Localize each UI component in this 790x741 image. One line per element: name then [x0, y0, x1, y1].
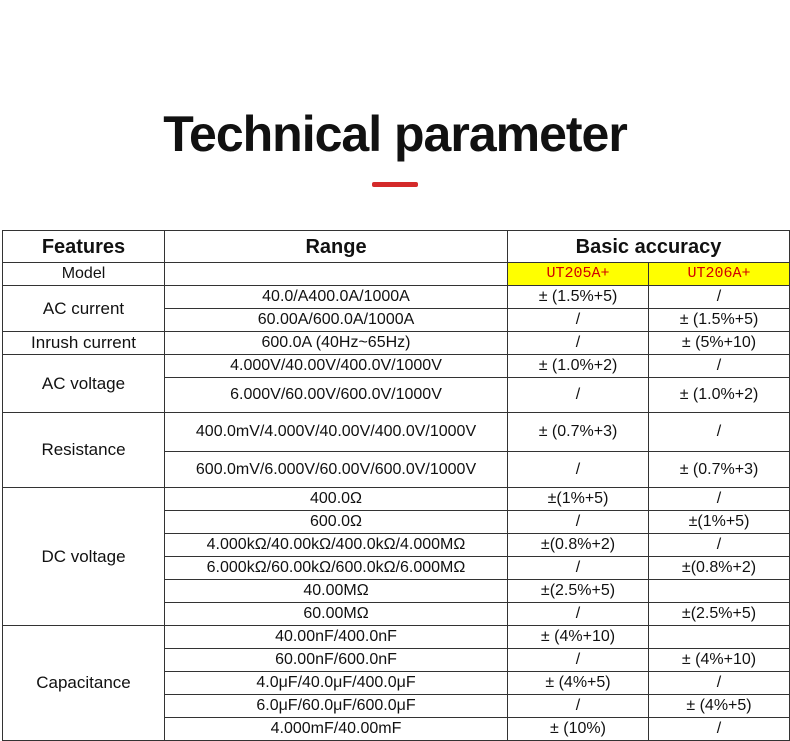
accuracy-b-cell: / — [649, 355, 790, 378]
accuracy-b-cell: ± (1.5%+5) — [649, 309, 790, 332]
accuracy-a-cell: / — [508, 309, 649, 332]
accuracy-b-cell: / — [649, 672, 790, 695]
range-cell: 4.000V/40.00V/400.0V/1000V — [165, 355, 508, 378]
range-cell: 40.00nF/400.0nF — [165, 626, 508, 649]
accuracy-a-cell: / — [508, 557, 649, 580]
accuracy-b-cell: ± (4%+5) — [649, 695, 790, 718]
feature-dc-voltage: DC voltage — [3, 488, 165, 626]
accuracy-a-cell: ±(2.5%+5) — [508, 580, 649, 603]
accuracy-a-cell: / — [508, 378, 649, 413]
feature-capacitance: Capacitance — [3, 626, 165, 741]
range-cell: 6.0μF/60.0μF/600.0μF — [165, 695, 508, 718]
range-cell: 600.0Ω — [165, 511, 508, 534]
model-row — [3, 263, 790, 286]
accuracy-a-cell: ± (1.5%+5) — [508, 286, 649, 309]
spec-table — [2, 230, 790, 741]
feature-ac-current: AC current — [3, 286, 165, 332]
accuracy-a-cell: / — [508, 695, 649, 718]
accuracy-b-cell: ± (5%+10) — [649, 332, 790, 355]
accuracy-b-cell: ±(2.5%+5) — [649, 603, 790, 626]
accuracy-b-cell: / — [649, 488, 790, 511]
accuracy-a-cell: ± (4%+10) — [508, 626, 649, 649]
accuracy-a-cell: / — [508, 452, 649, 488]
range-cell: 4.0μF/40.0μF/400.0μF — [165, 672, 508, 695]
accuracy-a-cell: / — [508, 603, 649, 626]
accuracy-b-cell: ±(1%+5) — [649, 511, 790, 534]
table-row — [3, 286, 790, 309]
model-ut205a: UT205A+ — [508, 263, 649, 286]
range-cell: 40.0/A400.0A/1000A — [165, 286, 508, 309]
range-cell: 40.00MΩ — [165, 580, 508, 603]
accuracy-b-cell: / — [649, 286, 790, 309]
accuracy-b-cell: ±(0.8%+2) — [649, 557, 790, 580]
header-features: Features — [3, 231, 165, 263]
feature-inrush-current: Inrush current — [3, 332, 165, 355]
range-cell: 400.0Ω — [165, 488, 508, 511]
accuracy-b-cell: / — [649, 718, 790, 741]
accuracy-a-cell: ± (10%) — [508, 718, 649, 741]
range-cell: 60.00MΩ — [165, 603, 508, 626]
model-label: Model — [3, 263, 165, 286]
accuracy-a-cell: / — [508, 332, 649, 355]
accuracy-a-cell: ±(1%+5) — [508, 488, 649, 511]
model-ut206a: UT206A+ — [649, 263, 790, 286]
accuracy-a-cell: ± (4%+5) — [508, 672, 649, 695]
range-cell: 60.00A/600.0A/1000A — [165, 309, 508, 332]
accuracy-a-cell: ± (0.7%+3) — [508, 413, 649, 452]
feature-resistance: Resistance — [3, 413, 165, 488]
range-cell: 4.000mF/40.00mF — [165, 718, 508, 741]
table-row — [3, 355, 790, 378]
model-range-empty — [165, 263, 508, 286]
accuracy-b-cell: ± (0.7%+3) — [649, 452, 790, 488]
accuracy-b-cell: ± (4%+10) — [649, 649, 790, 672]
table-row — [3, 488, 790, 511]
accuracy-a-cell: ± (1.0%+2) — [508, 355, 649, 378]
table-row — [3, 626, 790, 649]
accuracy-b-cell: ± (1.0%+2) — [649, 378, 790, 413]
range-cell: 400.0mV/4.000V/40.00V/400.0V/1000V — [165, 413, 508, 452]
range-cell: 4.000kΩ/40.00kΩ/400.0kΩ/4.000MΩ — [165, 534, 508, 557]
table-header-row — [3, 231, 790, 263]
feature-ac-voltage: AC voltage — [3, 355, 165, 413]
range-cell: 600.0A (40Hz~65Hz) — [165, 332, 508, 355]
range-cell: 600.0mV/6.000V/60.00V/600.0V/1000V — [165, 452, 508, 488]
range-cell: 6.000V/60.00V/600.0V/1000V — [165, 378, 508, 413]
range-cell: 60.00nF/600.0nF — [165, 649, 508, 672]
table-row — [3, 332, 790, 355]
accuracy-b-cell — [649, 580, 790, 603]
page-title: Technical parameter — [163, 106, 627, 162]
title-underline-accent — [372, 182, 418, 187]
accuracy-a-cell: / — [508, 649, 649, 672]
range-cell: 6.000kΩ/60.00kΩ/600.0kΩ/6.000MΩ — [165, 557, 508, 580]
accuracy-b-cell: / — [649, 534, 790, 557]
accuracy-a-cell: ±(0.8%+2) — [508, 534, 649, 557]
header-basic-accuracy: Basic accuracy — [508, 231, 790, 263]
accuracy-b-cell: / — [649, 413, 790, 452]
table-row — [3, 413, 790, 452]
accuracy-b-cell — [649, 626, 790, 649]
header-range: Range — [165, 231, 508, 263]
accuracy-a-cell: / — [508, 511, 649, 534]
